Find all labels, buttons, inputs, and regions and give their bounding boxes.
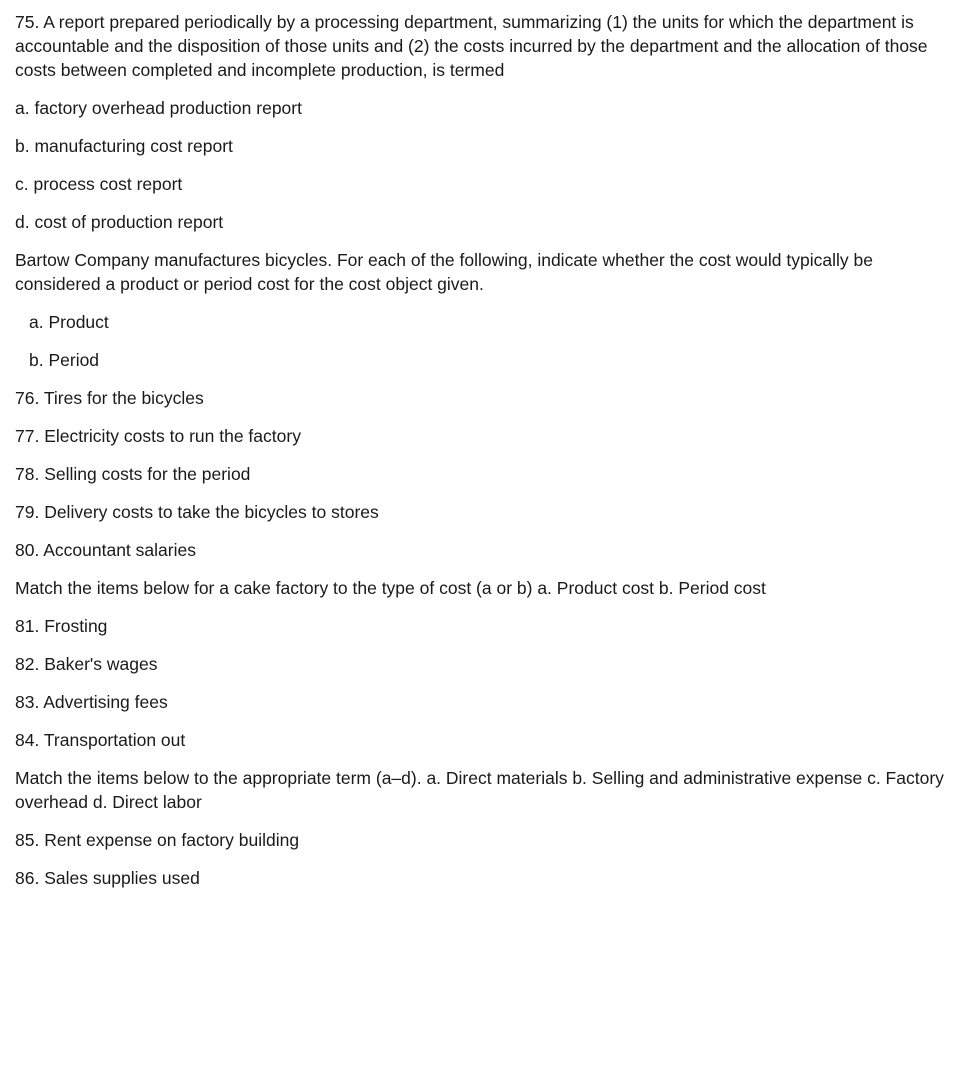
- terms-intro: Match the items below to the appropriate term (a–d). a. Direct materials b. Selling and administrative expense c. Factory overhead d. Direct labor: [15, 768, 944, 812]
- question-78: 78. Selling costs for the period: [15, 464, 251, 484]
- question-86: 86. Sales supplies used: [15, 868, 200, 888]
- question-75-option-c: c. process cost report: [15, 174, 183, 194]
- question-79: 79. Delivery costs to take the bicycles to stores: [15, 502, 379, 522]
- question-85: 85. Rent expense on factory building: [15, 830, 300, 850]
- question-80: 80. Accountant salaries: [15, 540, 196, 560]
- question-75-option-a: a. factory overhead production report: [15, 98, 302, 118]
- question-77: 77. Electricity costs to run the factory: [15, 426, 301, 446]
- bartow-choice-product: a. Product: [29, 312, 109, 332]
- question-75-option-b: b. manufacturing cost report: [15, 136, 233, 156]
- question-82: 82. Baker's wages: [15, 654, 158, 674]
- question-83: 83. Advertising fees: [15, 692, 168, 712]
- question-75-option-d: d. cost of production report: [15, 212, 224, 232]
- question-81: 81. Frosting: [15, 616, 108, 636]
- question-75-stem: 75. A report prepared periodically by a processing department, summarizing (1) the units for which the department is accountable and the disposition of those units and (2) the costs incurred by the department and the allocation of those costs between completed and incomplete production, is termed: [15, 12, 928, 80]
- bartow-choice-period: b. Period: [29, 350, 100, 370]
- bartow-intro: Bartow Company manufactures bicycles. For each of the following, indicate whether the cost would typically be considered a product or period cost for the cost object given.: [15, 250, 873, 294]
- question-76: 76. Tires for the bicycles: [15, 388, 204, 408]
- question-84: 84. Transportation out: [15, 730, 186, 750]
- cake-intro: Match the items below for a cake factory to the type of cost (a or b) a. Product cost b. Period cost: [15, 578, 766, 598]
